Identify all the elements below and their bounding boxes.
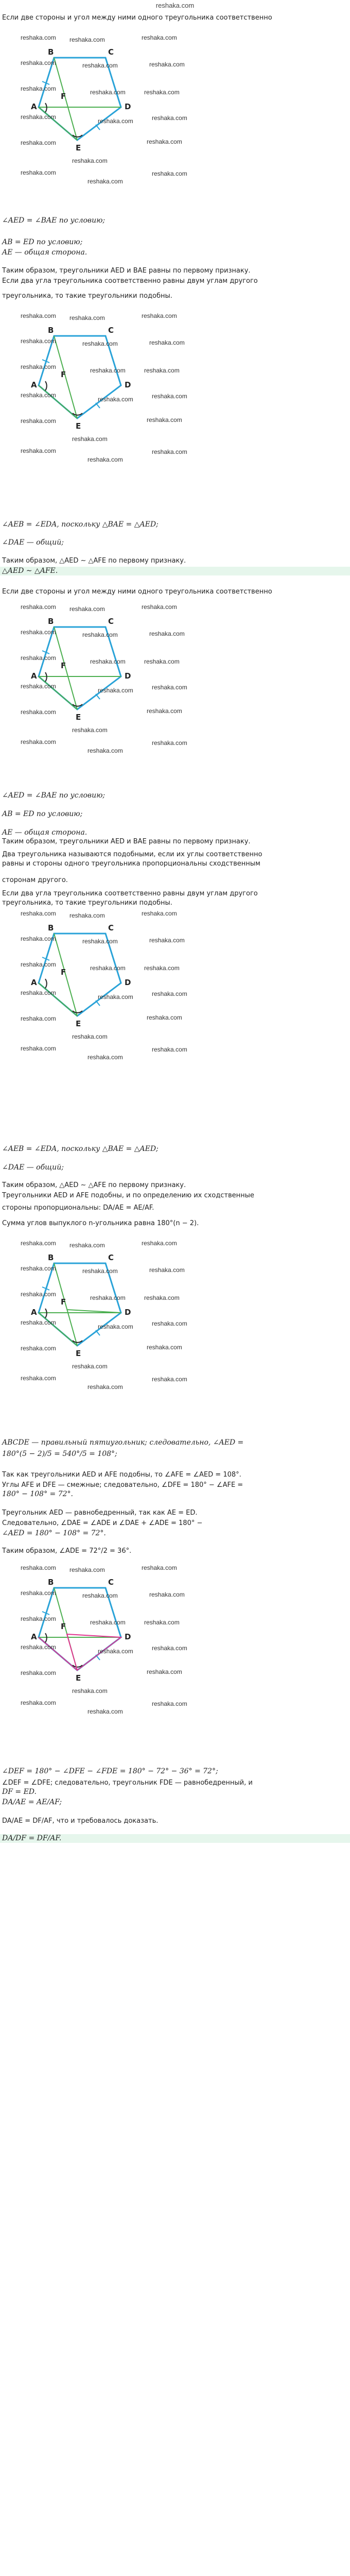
watermark-text: reshaka.com	[21, 1589, 56, 1597]
solution-line-l26: стороны пропорциональны: DA/AE = AE/AF.	[2, 1204, 154, 1212]
vertex-label-E: E	[76, 1349, 81, 1358]
watermark-text: reshaka.com	[69, 314, 105, 321]
figure-3	[0, 600, 350, 755]
angle-arc-E	[73, 413, 82, 415]
watermark-text: reshaka.com	[69, 1242, 105, 1249]
watermark-text: reshaka.com	[90, 964, 126, 972]
solution-line-l39: DF = ED.	[2, 1788, 37, 1796]
solution-line-l34: Следовательно, ∠DAE = ∠ADE и ∠DAE + ∠ADE = 180° −	[2, 1519, 203, 1527]
vertex-label-F: F	[61, 968, 66, 977]
watermark-text: reshaka.com	[152, 684, 187, 691]
solution-line-l14: AB = ED по условию;	[2, 810, 83, 818]
solution-line-l41: DA/AE = DF/AF, что и требовалось доказать.	[2, 1817, 159, 1825]
watermark-text: reshaka.com	[152, 990, 187, 997]
watermark-text: reshaka.com	[21, 1699, 56, 1706]
watermark-text: reshaka.com	[21, 1375, 56, 1382]
pentagon-ABCDE	[39, 627, 121, 709]
watermark-text: reshaka.com	[21, 363, 56, 370]
solution-line-l13: ∠AED = ∠BAE по условию;	[2, 791, 106, 800]
watermark-text: reshaka.com	[98, 687, 133, 694]
solution-line-l38: ∠DEF = ∠DFE; следовательно, треугольник FDE — равнобедренный, и	[2, 1779, 253, 1787]
pentagon-ABCDE	[39, 336, 121, 418]
solution-line-l33: Треугольник AED — равнобедренный, так как AE = ED.	[2, 1509, 198, 1517]
watermark-text: reshaka.com	[69, 36, 105, 43]
angle-arc-E	[73, 1011, 82, 1013]
solution-line-l04: AE — общая сторона.	[2, 248, 87, 257]
vertex-label-E: E	[76, 713, 81, 722]
figure-4	[0, 907, 350, 1061]
vertex-label-C: C	[108, 47, 114, 57]
pentagon-diagram	[0, 1561, 350, 1716]
watermark-text: reshaka.com	[69, 1566, 105, 1573]
watermark-text: reshaka.com	[147, 1668, 182, 1675]
watermark-text: reshaka.com	[21, 1015, 56, 1022]
watermark-text: reshaka.com	[149, 630, 185, 637]
vertex-label-E: E	[76, 1019, 81, 1028]
angle-arc-E	[73, 1665, 82, 1667]
figure-6	[0, 1561, 350, 1716]
vertex-label-D: D	[125, 1308, 131, 1317]
watermark-text: reshaka.com	[21, 1669, 56, 1676]
vertex-label-B: B	[48, 326, 54, 335]
vertex-label-B: B	[48, 1253, 54, 1262]
watermark-text: reshaka.com	[82, 1592, 118, 1599]
watermark-text: reshaka.com	[82, 62, 118, 69]
watermark-text: reshaka.com	[21, 683, 56, 690]
solution-line-l08: ∠AEB = ∠EDA, поскольку △BAE = △AED;	[2, 520, 159, 529]
watermark-text: reshaka.com	[144, 658, 180, 665]
solution-line-l30: Так как треугольники AED и AFE подобны, то ∠AFE = ∠AED = 108°.	[2, 1471, 241, 1479]
solution-line-l23: ∠DAE — общий;	[2, 1163, 64, 1172]
watermark-text: reshaka.com	[21, 1265, 56, 1272]
watermark-text: reshaka.com	[21, 139, 56, 146]
pentagon-diagram	[0, 31, 350, 185]
vertex-label-C: C	[108, 326, 114, 335]
watermark-text: reshaka.com	[90, 89, 126, 96]
solution-line-l15: AE — общая сторона.	[2, 828, 87, 837]
watermark-text: reshaka.com	[147, 707, 182, 715]
watermark-text: reshaka.com	[87, 456, 123, 463]
watermark-text: reshaka.com	[149, 937, 185, 944]
watermark-text: reshaka.com	[149, 61, 185, 68]
watermark-text: reshaka.com	[98, 117, 133, 125]
pentagon-ABCDE	[39, 1588, 121, 1670]
vertex-label-F: F	[61, 661, 66, 670]
figure-2	[0, 309, 350, 464]
solution-line-l09: ∠DAE — общий;	[2, 538, 64, 547]
solution-line-l03: AB = ED по условию;	[2, 238, 83, 246]
watermark-text: reshaka.com	[87, 1708, 123, 1715]
vertex-label-A: A	[31, 671, 37, 681]
vertex-label-C: C	[108, 923, 114, 933]
solution-line-l18: равны и стороны одного треугольника пропорциональны сходственным	[2, 860, 260, 868]
watermark-text: reshaka.com	[87, 747, 123, 754]
solution-line-l25: Треугольники AED и AFE подобны, и по определению их сходственные	[2, 1192, 254, 1199]
watermark-text: reshaka.com	[21, 1643, 56, 1651]
diagonal-AD	[39, 983, 77, 1016]
vertex-label-F: F	[61, 92, 66, 101]
watermark-text: reshaka.com	[21, 1291, 56, 1298]
pentagon-diagram	[0, 309, 350, 464]
watermark-text: reshaka.com	[21, 629, 56, 636]
vertex-label-B: B	[48, 617, 54, 626]
watermark-text: reshaka.com	[87, 178, 123, 185]
figure-1	[0, 31, 350, 185]
diagonal-AD	[39, 107, 77, 140]
pentagon-ABCDE	[39, 58, 121, 140]
watermark-text: reshaka.com	[90, 1619, 126, 1626]
watermark-text: reshaka.com	[82, 631, 118, 638]
solution-line-l24: Таким образом, △AED ∼ △AFE по первому признаку.	[2, 1181, 186, 1189]
watermark-text: reshaka.com	[152, 393, 187, 400]
watermark-text: reshaka.com	[152, 739, 187, 747]
site-title[interactable]: reshaka.com	[155, 2, 195, 9]
watermark-text: reshaka.com	[82, 340, 118, 347]
vertex-label-A: A	[31, 380, 37, 389]
watermark-text: reshaka.com	[142, 1564, 177, 1571]
watermark-text: reshaka.com	[21, 417, 56, 425]
watermark-text: reshaka.com	[21, 85, 56, 92]
solution-line-l32: 180° − 108° = 72°.	[2, 1490, 73, 1498]
watermark-text: reshaka.com	[147, 1344, 182, 1351]
watermark-text: reshaka.com	[21, 34, 56, 41]
watermark-text: reshaka.com	[152, 114, 187, 122]
vertex-label-E: E	[76, 421, 81, 431]
vertex-label-B: B	[48, 923, 54, 933]
watermark-text: reshaka.com	[152, 1376, 187, 1383]
watermark-text: reshaka.com	[90, 658, 126, 665]
watermark-text: reshaka.com	[82, 938, 118, 945]
vertex-label-D: D	[125, 978, 131, 987]
vertex-label-E: E	[76, 143, 81, 152]
vertex-label-A: A	[31, 978, 37, 987]
solution-line-l27: Сумма углов выпуклого n-угольника равна 180°(n − 2).	[2, 1219, 199, 1227]
solution-line-l36: Таким образом, ∠ADE = 72°/2 = 36°.	[2, 1547, 132, 1555]
watermark-text: reshaka.com	[21, 447, 56, 454]
vertex-label-F: F	[61, 1297, 66, 1307]
vertex-label-A: A	[31, 1632, 37, 1641]
vertex-label-A: A	[31, 1308, 37, 1317]
watermark-text: reshaka.com	[152, 1320, 187, 1327]
watermark-text: reshaka.com	[144, 89, 180, 96]
watermark-text: reshaka.com	[69, 912, 105, 919]
vertex-label-B: B	[48, 47, 54, 57]
watermark-text: reshaka.com	[90, 1294, 126, 1301]
watermark-text: reshaka.com	[152, 1046, 187, 1053]
solution-line-l20: Если два угла треугольника соответственно равны двум углам другого	[2, 890, 258, 897]
solution-line-l28: ABCDE — правильный пятиугольник; следовательно, ∠AED =	[2, 1438, 244, 1447]
watermark-text: reshaka.com	[142, 1240, 177, 1247]
solution-line-l37: ∠DEF = 180° − ∠DFE − ∠FDE = 180° − 72° − 36° = 72°;	[2, 1767, 218, 1775]
watermark-text: reshaka.com	[144, 1294, 180, 1301]
vertex-label-D: D	[125, 671, 131, 681]
solution-line-l06: Если два угла треугольника соответственно равны двум углам другого	[2, 277, 258, 285]
watermark-text: reshaka.com	[72, 1033, 108, 1040]
solution-line-l31: Углы AFE и DFE — смежные; следовательно, ∠DFE = 180° − ∠AFE =	[2, 1481, 243, 1489]
vertex-label-D: D	[125, 380, 131, 389]
watermark-text: reshaka.com	[142, 312, 177, 319]
solution-line-l07: треугольника, то такие треугольники подобны.	[2, 292, 172, 300]
watermark-text: reshaka.com	[21, 1319, 56, 1326]
watermark-text: reshaka.com	[21, 1345, 56, 1352]
solution-line-l22: ∠AEB = ∠EDA, поскольку △BAE = △AED;	[2, 1145, 159, 1153]
watermark-text: reshaka.com	[142, 34, 177, 41]
pentagon-diagram	[0, 1236, 350, 1391]
watermark-text: reshaka.com	[21, 113, 56, 121]
watermark-text: reshaka.com	[149, 1591, 185, 1598]
watermark-text: reshaka.com	[144, 964, 180, 972]
vertex-label-C: C	[108, 617, 114, 626]
vertex-label-D: D	[125, 102, 131, 111]
watermark-text: reshaka.com	[72, 1687, 108, 1694]
watermark-text: reshaka.com	[90, 367, 126, 374]
watermark-text: reshaka.com	[98, 993, 133, 1001]
watermark-text: reshaka.com	[152, 1700, 187, 1707]
solution-line-l35: ∠AED = 180° − 108° = 72°.	[2, 1529, 106, 1537]
solution-line-l16: Таким образом, треугольники AED и BAE равны по первому признаку.	[2, 838, 251, 845]
vertex-label-C: C	[108, 1578, 114, 1587]
watermark-text: reshaka.com	[144, 367, 180, 374]
watermark-text: reshaka.com	[149, 1266, 185, 1274]
watermark-text: reshaka.com	[87, 1383, 123, 1391]
diagonal-AD	[39, 676, 77, 709]
diagonal-AD	[39, 1637, 77, 1670]
pentagon-diagram	[0, 907, 350, 1061]
solution-line-l01: Если две стороны и угол между ними одного треугольника соответственно	[2, 14, 272, 22]
watermark-text: reshaka.com	[21, 1045, 56, 1052]
vertex-label-E: E	[76, 1673, 81, 1683]
watermark-text: reshaka.com	[72, 1363, 108, 1370]
watermark-text: reshaka.com	[142, 603, 177, 611]
solution-line-l11: △AED ∼ △AFE.	[0, 567, 350, 575]
solution-line-l21: треугольника, то такие треугольники подобны.	[2, 899, 172, 907]
watermark-text: reshaka.com	[21, 738, 56, 745]
diagonal-AD	[39, 385, 77, 418]
vertex-label-C: C	[108, 1253, 114, 1262]
watermark-text: reshaka.com	[87, 1054, 123, 1061]
watermark-text: reshaka.com	[21, 392, 56, 399]
solution-line-l17: Два треугольника называются подобными, если их углы соответственно	[2, 851, 262, 858]
watermark-text: reshaka.com	[21, 1240, 56, 1247]
vertex-label-F: F	[61, 370, 66, 379]
angle-arc-E	[73, 1341, 82, 1343]
watermark-text: reshaka.com	[72, 157, 108, 164]
figure-5	[0, 1236, 350, 1391]
watermark-text: reshaka.com	[21, 169, 56, 176]
watermark-text: reshaka.com	[98, 1323, 133, 1330]
watermark-text: reshaka.com	[72, 726, 108, 734]
solution-line-l19: сторонам другого.	[2, 876, 68, 884]
watermark-text: reshaka.com	[21, 59, 56, 66]
watermark-text: reshaka.com	[147, 416, 182, 423]
angle-arc-E	[73, 704, 82, 706]
site-header	[0, 0, 350, 11]
solution-line-l40: DA/AE = AE/AF;	[2, 1798, 62, 1806]
vertex-label-B: B	[48, 1578, 54, 1587]
watermark-text: reshaka.com	[21, 935, 56, 942]
diagonal-AD	[39, 1313, 77, 1346]
watermark-text: reshaka.com	[21, 654, 56, 662]
pentagon-diagram	[0, 600, 350, 755]
watermark-text: reshaka.com	[98, 396, 133, 403]
watermark-text: reshaka.com	[21, 1615, 56, 1622]
watermark-text: reshaka.com	[147, 138, 182, 145]
watermark-text: reshaka.com	[21, 910, 56, 917]
watermark-text: reshaka.com	[152, 448, 187, 455]
angle-arc-E	[73, 135, 82, 137]
watermark-text: reshaka.com	[142, 910, 177, 917]
vertex-label-F: F	[61, 1622, 66, 1631]
vertex-label-A: A	[31, 102, 37, 111]
watermark-text: reshaka.com	[98, 1648, 133, 1655]
watermark-text: reshaka.com	[152, 170, 187, 177]
watermark-text: reshaka.com	[21, 961, 56, 968]
watermark-text: reshaka.com	[152, 1645, 187, 1652]
pentagon-ABCDE	[39, 1263, 121, 1346]
watermark-text: reshaka.com	[149, 339, 185, 346]
watermark-text: reshaka.com	[21, 312, 56, 319]
watermark-text: reshaka.com	[147, 1014, 182, 1021]
vertex-label-D: D	[125, 1632, 131, 1641]
watermark-text: reshaka.com	[69, 605, 105, 613]
watermark-text: reshaka.com	[21, 708, 56, 716]
watermark-text: reshaka.com	[21, 1564, 56, 1571]
solution-line-l42: DA/DF = DF/AF.	[0, 1834, 350, 1843]
pentagon-ABCDE	[39, 934, 121, 1016]
watermark-text: reshaka.com	[144, 1619, 180, 1626]
solution-line-l29: 180°(5 − 2)/5 = 540°/5 = 108°;	[2, 1450, 117, 1458]
solution-line-l12: Если две стороны и угол между ними одного треугольника соответственно	[2, 588, 272, 596]
solution-line-l10: Таким образом, △AED ∼ △AFE по первому признаку.	[2, 557, 186, 565]
watermark-text: reshaka.com	[72, 435, 108, 443]
watermark-text: reshaka.com	[21, 603, 56, 611]
solution-line-l02: ∠AED = ∠BAE по условию;	[2, 216, 106, 225]
watermark-text: reshaka.com	[21, 989, 56, 996]
watermark-text: reshaka.com	[82, 1267, 118, 1275]
solution-line-l05: Таким образом, треугольники AED и BAE равны по первому признаку.	[2, 267, 251, 275]
watermark-text: reshaka.com	[21, 337, 56, 345]
